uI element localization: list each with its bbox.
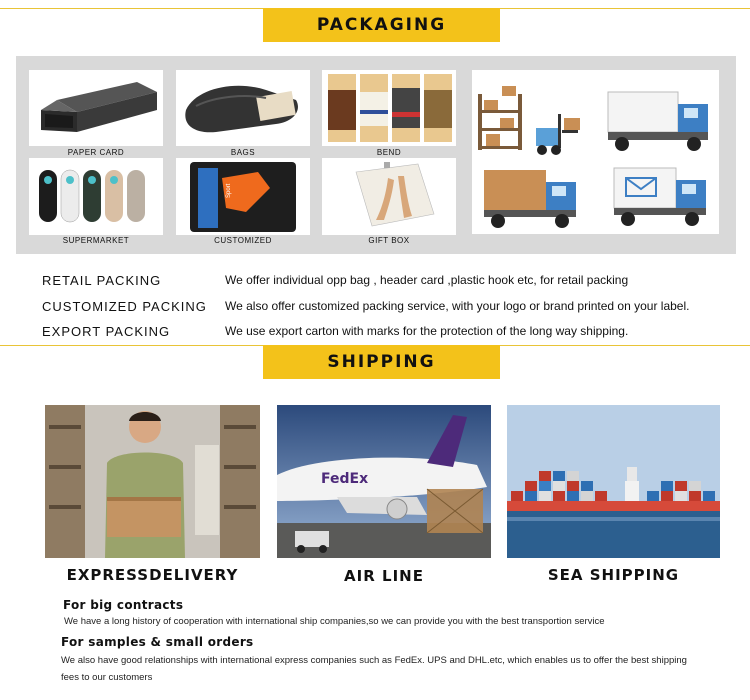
- fedex-plane-image: [277, 405, 491, 558]
- courier-with-box-image: [45, 405, 260, 558]
- retail-packing-label: RETAIL PACKING: [42, 273, 162, 288]
- bags-caption: BAGS: [230, 148, 256, 157]
- bend-thumb: [322, 70, 456, 146]
- small-orders-text-line2: fees to our customers: [61, 672, 153, 683]
- packaging-title: PACKAGING: [316, 15, 447, 35]
- packaging-gallery: [16, 56, 736, 254]
- small-orders-heading: For samples & small orders: [61, 635, 254, 649]
- customized-thumb: [176, 158, 310, 235]
- bags-thumb: [176, 70, 310, 146]
- sea-shipping-caption: SEA SHIPPING: [547, 566, 680, 584]
- packaging-banner: [263, 8, 500, 42]
- export-packing-text: We use export carton with marks for the protection of the long way shipping.: [225, 324, 629, 338]
- paper-card-caption: PAPER CARD: [67, 148, 125, 157]
- sea-shipping-photo: [507, 405, 720, 558]
- customized-pack-image: [176, 158, 310, 235]
- air-line-photo: [277, 405, 491, 558]
- express-delivery-caption: EXPRESSDELIVERY: [66, 566, 239, 584]
- supermarket-caption: SUPERMARKET: [62, 236, 130, 245]
- gift-box-thumb: [322, 158, 456, 235]
- container-ship-image: [507, 405, 720, 558]
- fedex-logo-text: FedEx: [321, 471, 369, 487]
- bend-socks-image: [322, 70, 456, 146]
- bags-sock-image: [176, 70, 310, 146]
- small-orders-text-line1: We also have good relationships with international express companies such as FedEx. UPS and DHL.etc, which enables us to offer the best shipping: [61, 655, 687, 666]
- bend-caption: BEND: [376, 148, 402, 157]
- customized-packing-text: We also offer customized packing service, with your logo or brand printed on your label.: [225, 299, 690, 313]
- air-line-caption: AIR LINE: [344, 567, 424, 585]
- express-delivery-photo: [45, 405, 260, 558]
- customized-pack-label: Sport: [226, 183, 232, 198]
- paper-card-thumb: [29, 70, 163, 146]
- retail-packing-text: We offer individual opp bag , header card ,plastic hook etc, for retail packing: [225, 273, 629, 287]
- paper-card-box-image: [29, 70, 163, 146]
- gift-box-stockings-image: [322, 158, 456, 235]
- shipping-banner: [263, 345, 500, 379]
- gift-box-caption: GIFT BOX: [368, 236, 410, 245]
- supermarket-socks-image: [29, 158, 163, 235]
- big-contracts-text: We have a long history of cooperation with international ship companies,so we can provide you with the best transportion service: [64, 616, 605, 627]
- shipping-title: SHIPPING: [327, 352, 436, 372]
- supermarket-thumb: [29, 158, 163, 235]
- logistics-trucks-image: [472, 70, 719, 234]
- logistics-illustration: [472, 70, 719, 234]
- customized-packing-label: CUSTOMIZED PACKING: [42, 299, 207, 314]
- customized-caption: CUSTOMIZED: [214, 236, 272, 245]
- export-packing-label: EXPORT PACKING: [42, 324, 171, 339]
- big-contracts-heading: For big contracts: [63, 598, 184, 612]
